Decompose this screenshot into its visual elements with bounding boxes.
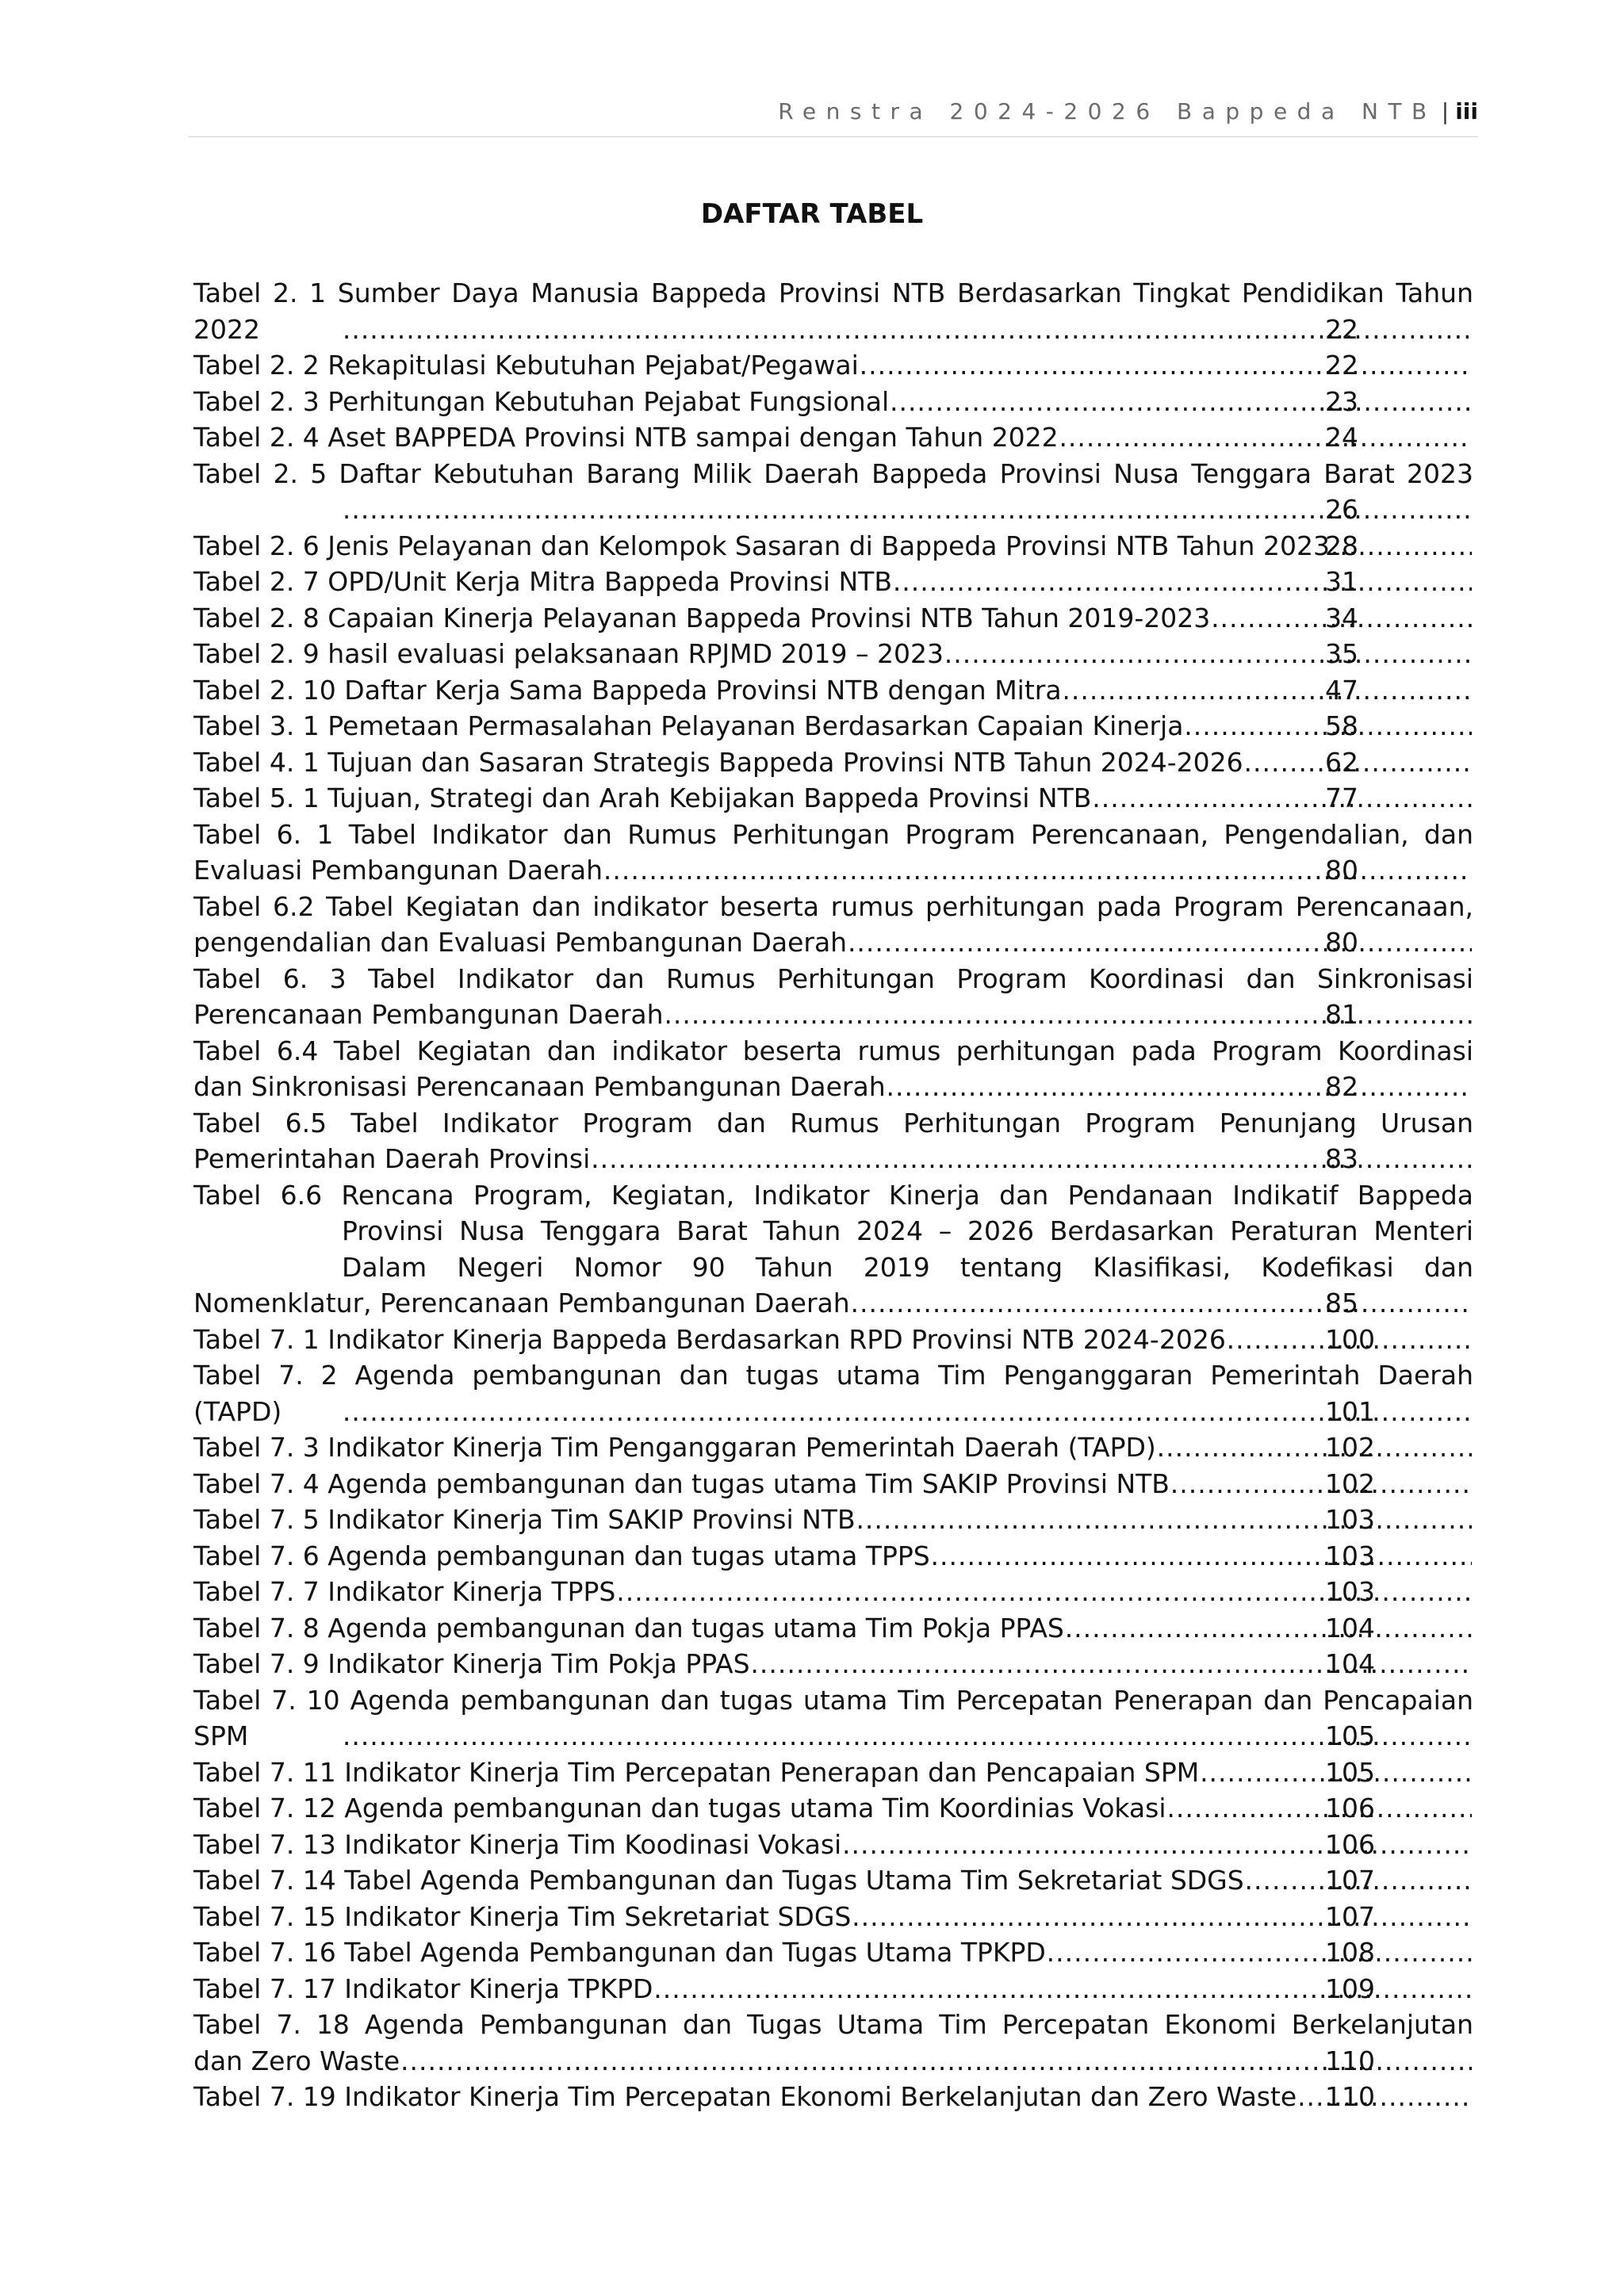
header-separator: | xyxy=(1441,98,1450,124)
toc-entry-tail: SPM ..... 105 xyxy=(342,1718,1473,1755)
toc-entry[interactable] xyxy=(193,384,1473,420)
toc-entry-label-end: Tabel 2. 4 Aset BAPPEDA Provinsi NTB sampai dengan Tahun 2022 xyxy=(193,422,1059,453)
toc-entry-label-end: Tabel 7. 5 Indikator Kinerja Tim SAKIP Provinsi NTB xyxy=(193,1504,856,1535)
toc-entry-label-end: Evaluasi Pembangunan Daerah xyxy=(193,855,603,886)
toc-entry-tail: dan Zero Waste ..... 110 xyxy=(342,2043,1473,2080)
toc-entry-label-end: Perencanaan Pembangunan Daerah xyxy=(193,999,664,1030)
toc-entry[interactable] xyxy=(193,1538,1473,1575)
toc-entry-label-end: Tabel 2. 9 hasil evaluasi pelaksanaan RPJMD 2019 – 2023 xyxy=(193,638,944,669)
dot-leader xyxy=(1173,1466,1472,1502)
toc-entry[interactable] xyxy=(193,1466,1473,1502)
toc-entry-label: Tabel 6.4 Tabel Kegiatan dan indikator beserta rumus perhitungan pada Program Koordinasi xyxy=(193,1035,1473,1066)
toc-entry-label-end: Tabel 7. 1 Indikator Kinerja Bappeda Berdasarkan RPD Provinsi NTB 2024-2026 xyxy=(193,1323,1226,1355)
toc-entry-tail: Tabel 7. 13 Indikator Kinerja Tim Koodinasi Vokasi ..... 106 xyxy=(342,1827,1473,1863)
toc-entry[interactable] xyxy=(193,1610,1473,1647)
toc-entry-tail: Tabel 2. 4 Aset BAPPEDA Provinsi NTB sampai dengan Tahun 2022 ..... 24 xyxy=(342,419,1473,456)
dot-leader xyxy=(1247,744,1472,781)
toc-entry-label-end: Tabel 7. 17 Indikator Kinerja TPKPD xyxy=(193,1973,653,2004)
dot-leader xyxy=(845,1827,1472,1863)
toc-entry-label-end: Tabel 5. 1 Tujuan, Strategi dan Arah Kebijakan Bappeda Provinsi NTB xyxy=(193,783,1092,813)
toc-entry-tail: Tabel 2. 6 Jenis Pelayanan dan Kelompok Sasaran di Bappeda Provinsi NTB Tahun 2023 ..... 28 xyxy=(342,528,1473,564)
toc-entry-tail: 2022 ..... 22 xyxy=(342,312,1473,348)
toc-entry-tail: Tabel 5. 1 Tujuan, Strategi dan Arah Kebijakan Bappeda Provinsi NTB ..... 77 xyxy=(342,780,1473,817)
dot-leader xyxy=(1065,672,1472,709)
toc-entry-tail: pengendalian dan Evaluasi Pembangunan Daerah ..... 80 xyxy=(342,924,1473,961)
toc-entry-label-end: Tabel 7. 11 Indikator Kinerja Tim Percepatan Penerapan dan Pencapaian SPM xyxy=(193,1756,1200,1788)
toc-entry[interactable] xyxy=(193,347,1473,384)
toc-entry-tail: dan Sinkronisasi Perencanaan Pembangunan Daerah ..... 82 xyxy=(342,1069,1473,1105)
toc-entry[interactable] xyxy=(193,708,1473,744)
toc-entry-label-end: Tabel 7. 19 Indikator Kinerja Tim Percepatan Ekonomi Berkelanjutan dan Zero Waste xyxy=(193,2081,1297,2112)
toc-entry-label-end: dan Zero Waste xyxy=(193,2045,400,2076)
dot-leader xyxy=(345,492,1472,528)
toc-entry-label-end: Tabel 7. 4 Agenda pembangunan dan tugas utama Tim SAKIP Provinsi NTB xyxy=(193,1468,1170,1499)
dot-leader xyxy=(403,2043,1472,2080)
toc-entry-label: Tabel 6.6 Rencana Program, Kegiatan, Indikator Kinerja dan Pendanaan Indikatif Bappeda Provinsi Nusa Tenggara Barat Tahun 2024 – 2026 Berdasarkan Peraturan Menteri Dalam Negeri Nomor 90 Tahun 2019 tentang Klasifikasi, Kodefikasi dan xyxy=(193,1179,1473,1283)
toc-entry-label-end: Tabel 7. 13 Indikator Kinerja Tim Koodinasi Vokasi xyxy=(193,1828,842,1860)
page-title: DAFTAR TABEL xyxy=(700,198,924,230)
toc-entry-tail: Tabel 7. 7 Indikator Kinerja TPPS ..... 103 xyxy=(342,1574,1473,1610)
toc-entry-tail: Perencanaan Pembangunan Daerah ..... 81 xyxy=(342,997,1473,1033)
toc-entry-tail: Tabel 2. 7 OPD/Unit Kerja Mitra Bappeda Provinsi NTB ..... 31 xyxy=(342,564,1473,600)
toc-entry[interactable] xyxy=(193,2007,1473,2079)
toc-entry-tail: Tabel 3. 1 Pemetaan Permasalahan Pelayanan Berdasarkan Capaian Kinerja ..... 58 xyxy=(342,708,1473,744)
toc-entry-label: Tabel 2. 5 Daftar Kebutuhan Barang Milik Daerah Bappeda Provinsi Nusa Tenggara Barat 2023 xyxy=(193,457,1473,489)
dot-leader xyxy=(892,384,1472,420)
toc-entry-tail: (TAPD) ..... 101 xyxy=(342,1394,1473,1430)
toc-entry-label-end: Tabel 2. 6 Jenis Pelayanan dan Kelompok Sasaran di Bappeda Provinsi NTB Tahun 2023 xyxy=(193,530,1330,561)
dot-leader xyxy=(345,1718,1472,1755)
table-list xyxy=(193,275,1473,2115)
dot-leader xyxy=(895,564,1472,600)
toc-entry-tail: Tabel 7. 3 Indikator Kinerja Tim Penganggaran Pemerintah Daerah (TAPD) ..... 102 xyxy=(342,1429,1473,1466)
toc-entry-tail: Tabel 7. 8 Agenda pembangunan dan tugas utama Tim Pokja PPAS ..... 104 xyxy=(342,1610,1473,1647)
toc-entry[interactable] xyxy=(193,600,1473,637)
toc-entry[interactable] xyxy=(193,1862,1473,1899)
dot-leader xyxy=(1049,1934,1472,1971)
toc-entry-tail: Tabel 7. 15 Indikator Kinerja Tim Sekretariat SDGS ..... 107 xyxy=(342,1899,1473,1935)
toc-entry-tail: Tabel 7. 14 Tabel Agenda Pembangunan dan Tugas Utama Tim Sekretariat SDGS ..... 107 xyxy=(342,1862,1473,1899)
toc-entry[interactable] xyxy=(193,1502,1473,1538)
toc-entry-label-end: Tabel 2. 2 Rekapitulasi Kebutuhan Pejabat/Pegawai xyxy=(193,350,859,381)
toc-entry-label-end: Pemerintahan Daerah Provinsi xyxy=(193,1143,591,1174)
toc-entry-label: Tabel 7. 10 Agenda pembangunan dan tugas utama Tim Percepatan Penerapan dan Pencapaian xyxy=(193,1684,1473,1716)
toc-entry-label: Tabel 6. 1 Tabel Indikator dan Rumus Perhitungan Program Perencanaan, Pengendalian, dan xyxy=(193,818,1473,850)
toc-entry-label: Tabel 6. 3 Tabel Indikator dan Rumus Perhitungan Program Koordinasi dan Sinkronisasi xyxy=(193,962,1473,994)
toc-entry-label: Tabel 7. 2 Agenda pembangunan dan tugas utama Tim Penganggaran Pemerintah Daerah xyxy=(193,1360,1473,1391)
toc-entry[interactable] xyxy=(193,1322,1473,1358)
toc-entry-label-end: Tabel 2. 3 Perhitungan Kebutuhan Pejabat Fungsional xyxy=(193,385,890,417)
dot-leader xyxy=(862,347,1472,384)
toc-entry-label-end: Tabel 3. 1 Pemetaan Permasalahan Pelayanan Berdasarkan Capaian Kinerja xyxy=(193,710,1184,741)
toc-entry[interactable] xyxy=(193,1646,1473,1682)
toc-entry-label-end: Tabel 2. 7 OPD/Unit Kerja Mitra Bappeda Provinsi NTB xyxy=(193,566,892,597)
dot-leader xyxy=(1094,780,1472,817)
toc-entry[interactable] xyxy=(193,817,1473,889)
toc-entry-tail: Pemerintahan Daerah Provinsi ..... 83 xyxy=(342,1141,1473,1177)
toc-entry-tail: Tabel 2. 3 Perhitungan Kebutuhan Pejabat Fungsional ..... 23 xyxy=(342,384,1473,420)
running-title: Renstra 2024-2026 Bappeda NTB xyxy=(778,98,1437,124)
toc-entry-tail: Tabel 7. 11 Indikator Kinerja Tim Percepatan Penerapan dan Pencapaian SPM ..... 105 xyxy=(342,1755,1473,1791)
header-rule xyxy=(189,136,1478,137)
toc-entry-label: Tabel 6.2 Tabel Kegiatan dan indikator beserta rumus perhitungan pada Program Perencanaan, xyxy=(193,890,1473,922)
toc-entry[interactable] xyxy=(193,1899,1473,1935)
dot-leader xyxy=(1170,1790,1472,1827)
toc-entry-tail: Tabel 7. 5 Indikator Kinerja Tim SAKIP Provinsi NTB ..... 103 xyxy=(342,1502,1473,1538)
dot-leader xyxy=(345,1394,1472,1430)
toc-entry-label-end: Tabel 7. 9 Indikator Kinerja Tim Pokja PPAS xyxy=(193,1648,750,1679)
toc-entry[interactable] xyxy=(193,1790,1473,1827)
toc-entry[interactable] xyxy=(193,1105,1473,1177)
toc-entry-label-end: Tabel 4. 1 Tujuan dan Sasaran Strategis Bappeda Provinsi NTB Tahun 2024-2026 xyxy=(193,746,1243,778)
dot-leader xyxy=(854,1899,1472,1935)
dot-leader xyxy=(345,312,1472,348)
dot-leader xyxy=(850,924,1472,961)
dot-leader xyxy=(933,1538,1472,1575)
toc-entry-tail: Tabel 2. 10 Daftar Kerja Sama Bappeda Provinsi NTB dengan Mitra ..... 47 xyxy=(342,672,1473,709)
toc-entry-label-end: Tabel 7. 14 Tabel Agenda Pembangunan dan Tugas Utama Tim Sekretariat SDGS xyxy=(193,1865,1244,1896)
toc-entry-tail: Evaluasi Pembangunan Daerah ..... 80 xyxy=(342,852,1473,889)
toc-entry-tail: Tabel 2. 8 Capaian Kinerja Pelayanan Bappeda Provinsi NTB Tahun 2019-2023 ..... 34 xyxy=(342,600,1473,637)
toc-entry[interactable] xyxy=(193,636,1473,672)
toc-entry-label-end: Tabel 7. 8 Agenda pembangunan dan tugas utama Tim Pokja PPAS xyxy=(193,1612,1064,1644)
toc-entry-label: Tabel 6.5 Tabel Indikator Program dan Rumus Perhitungan Program Penunjang Urusan xyxy=(193,1107,1473,1138)
toc-entry-tail: Nomenklatur, Perencanaan Pembangunan Daerah ..... 85 xyxy=(342,1285,1473,1322)
toc-entry-tail: Tabel 2. 2 Rekapitulasi Kebutuhan Pejabat/Pegawai ..... 22 xyxy=(342,347,1473,384)
toc-entry-label: Tabel 2. 1 Sumber Daya Manusia Bappeda Provinsi NTB Berdasarkan Tingkat Pendidikan Tahun xyxy=(193,277,1473,308)
toc-entry[interactable] xyxy=(193,1177,1473,1322)
toc-entry-tail: Tabel 7. 6 Agenda pembangunan dan tugas utama TPPS ..... 103 xyxy=(342,1538,1473,1575)
toc-entry[interactable] xyxy=(193,1682,1473,1755)
toc-entry[interactable] xyxy=(193,889,1473,961)
dot-leader xyxy=(859,1502,1472,1538)
header-page-number: iii xyxy=(1455,98,1478,124)
toc-entry[interactable] xyxy=(193,1827,1473,1863)
toc-entry[interactable] xyxy=(193,419,1473,456)
toc-entry-tail: Tabel 4. 1 Tujuan dan Sasaran Strategis Bappeda Provinsi NTB Tahun 2024-2026 ..... 62 xyxy=(342,744,1473,781)
toc-entry-label-end: Tabel 7. 3 Indikator Kinerja Tim Penganggaran Pemerintah Daerah (TAPD) xyxy=(193,1432,1156,1463)
toc-entry-label-end: Tabel 7. 7 Indikator Kinerja TPPS xyxy=(193,1576,616,1607)
toc-entry[interactable] xyxy=(193,1357,1473,1429)
toc-entry-tail: Tabel 7. 16 Tabel Agenda Pembangunan dan Tugas Utama TPKPD ..... 108 xyxy=(342,1934,1473,1971)
toc-entry-tail: Tabel 7. 9 Indikator Kinerja Tim Pokja PPAS ..... 104 xyxy=(342,1646,1473,1682)
dot-leader xyxy=(947,636,1472,672)
toc-entry-label-end: Tabel 7. 16 Tabel Agenda Pembangunan dan Tugas Utama TPKPD xyxy=(193,1937,1046,1968)
toc-entry[interactable] xyxy=(193,1429,1473,1466)
toc-entry[interactable] xyxy=(193,456,1473,528)
toc-entry[interactable] xyxy=(193,2079,1473,2115)
toc-entry[interactable] xyxy=(193,744,1473,781)
toc-entry-label-end: dan Sinkronisasi Perencanaan Pembangunan Daerah xyxy=(193,1071,886,1102)
dot-leader xyxy=(1062,419,1472,456)
toc-entry[interactable] xyxy=(193,1971,1473,2007)
dot-leader xyxy=(889,1069,1472,1105)
toc-entry-tail: ..... 26 xyxy=(342,492,1473,528)
toc-entry-tail: Tabel 7. 19 Indikator Kinerja Tim Percepatan Ekonomi Berkelanjutan dan Zero Waste ..... 110 xyxy=(342,2079,1473,2115)
toc-entry-label-end: Tabel 2. 8 Capaian Kinerja Pelayanan Bappeda Provinsi NTB Tahun 2019-2023 xyxy=(193,602,1211,633)
toc-entry[interactable] xyxy=(193,528,1473,564)
toc-entry[interactable] xyxy=(193,1574,1473,1610)
dot-leader xyxy=(1067,1610,1472,1647)
toc-entry-label-end: Tabel 7. 15 Indikator Kinerja Tim Sekretariat SDGS xyxy=(193,1900,852,1932)
toc-entry-label: Tabel 7. 18 Agenda Pembangunan dan Tugas Utama Tim Percepatan Ekonomi Berkelanjutan xyxy=(193,2009,1473,2040)
toc-entry-label-end: Tabel 7. 12 Agenda pembangunan dan tugas utama Tim Koordinias Vokasi xyxy=(193,1793,1166,1823)
toc-entry-tail: Tabel 7. 17 Indikator Kinerja TPKPD ..... 109 xyxy=(342,1971,1473,2007)
toc-entry-label-end: pengendalian dan Evaluasi Pembangunan Daerah xyxy=(193,927,848,958)
toc-entry[interactable] xyxy=(193,672,1473,709)
toc-entry-tail: Tabel 2. 9 hasil evaluasi pelaksanaan RPJMD 2019 – 2023 ..... 35 xyxy=(342,636,1473,672)
toc-entry[interactable] xyxy=(193,961,1473,1033)
toc-entry[interactable] xyxy=(193,275,1473,347)
dot-leader xyxy=(1159,1429,1472,1466)
toc-entry[interactable] xyxy=(193,1934,1473,1971)
toc-entry[interactable] xyxy=(193,1033,1473,1105)
toc-entry[interactable] xyxy=(193,1755,1473,1791)
toc-entry-label-end: Tabel 2. 10 Daftar Kerja Sama Bappeda Provinsi NTB dengan Mitra xyxy=(193,674,1062,706)
toc-entry[interactable] xyxy=(193,564,1473,600)
toc-entry-label-end: Tabel 7. 6 Agenda pembangunan dan tugas utama TPPS xyxy=(193,1540,930,1571)
toc-entry[interactable] xyxy=(193,780,1473,817)
toc-entry-label-end: Nomenklatur, Perencanaan Pembangunan Daerah xyxy=(193,1288,850,1318)
dot-leader xyxy=(853,1285,1472,1322)
toc-entry-tail: Tabel 7. 4 Agenda pembangunan dan tugas utama Tim SAKIP Provinsi NTB ..... 102 xyxy=(342,1466,1473,1502)
running-header xyxy=(189,98,1478,124)
toc-entry-tail: Tabel 7. 1 Indikator Kinerja Bappeda Berdasarkan RPD Provinsi NTB 2024-2026 ..... 100 xyxy=(342,1322,1473,1358)
toc-entry-tail: Tabel 7. 12 Agenda pembangunan dan tugas utama Tim Koordinias Vokasi ..... 106 xyxy=(342,1790,1473,1827)
